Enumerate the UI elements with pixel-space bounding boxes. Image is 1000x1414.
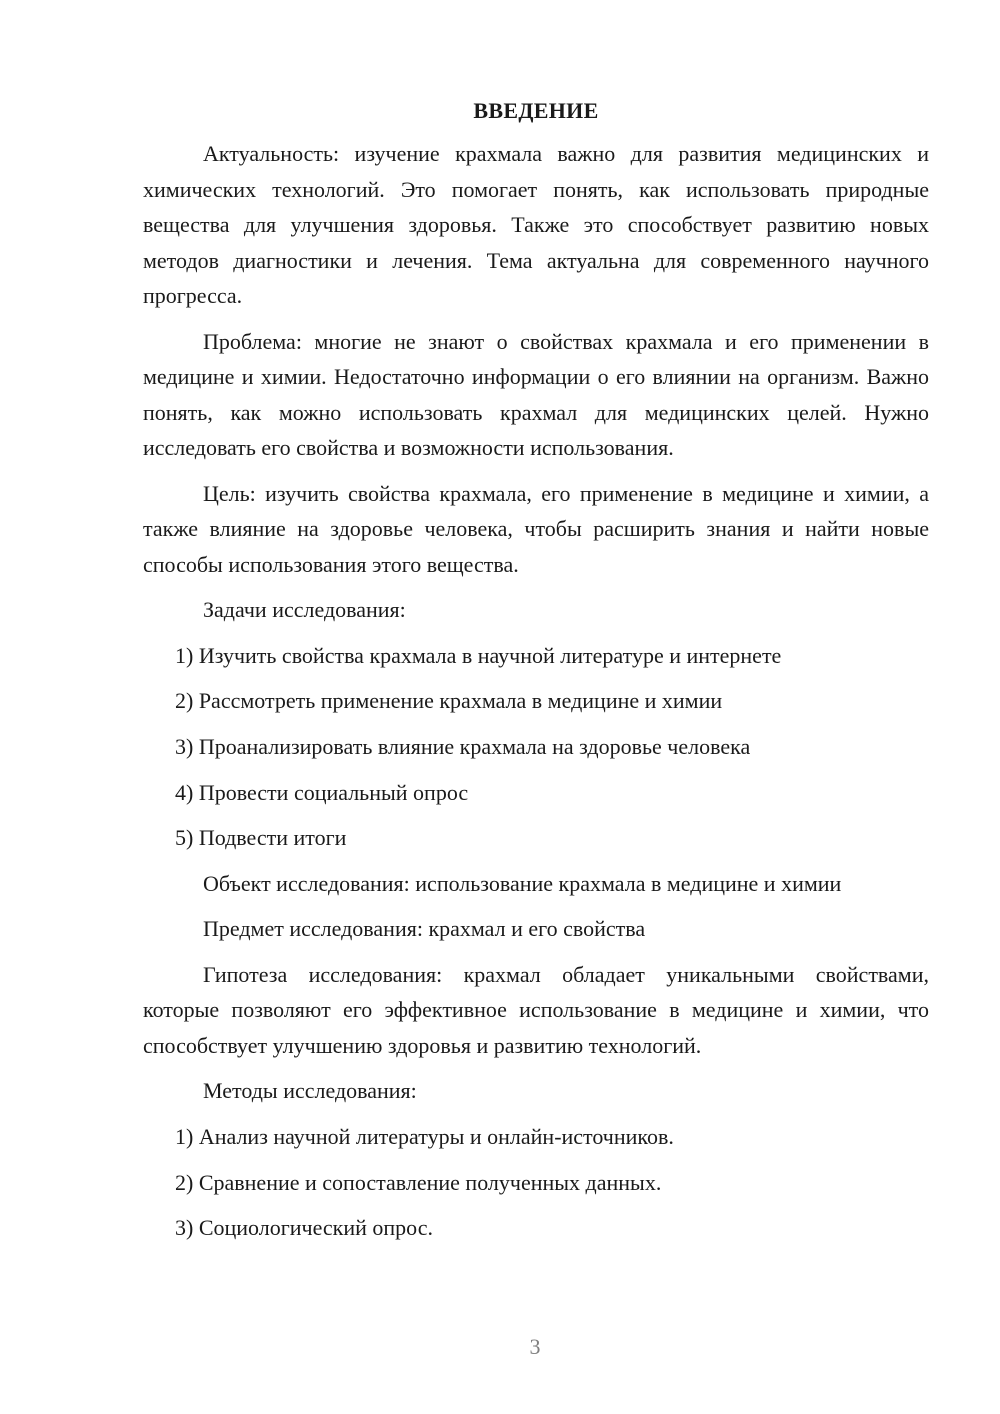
methods-title: Методы исследования: (203, 1078, 417, 1104)
research-object: Объект исследования: использование крахмала в медицине и химии (203, 870, 842, 896)
task-item: 3) Проанализировать влияние крахмала на здоровье человека (175, 733, 751, 759)
goal-paragraph: Цель: изучить свойства крахмала, его применение в медицине и химии, а также влияние на здоровье человека, чтобы расширить знания и найти новые способы использования этого вещества. (143, 480, 929, 577)
method-item: 2) Сравнение и сопоставление полученных данных. (175, 1169, 662, 1195)
relevance-paragraph: Актуальность: изучение крахмала важно для развития медицинских и химических технологий. Это помогает понять, как использовать природные вещества для улучшения здоровья. Также это способствует развитию новых методов диагностики и лечения. Тема актуальна для современного научного прогресса. (143, 141, 929, 308)
tasks-list (143, 638, 929, 856)
method-item: 3) Социологический опрос. (175, 1215, 433, 1241)
page-title: ВВЕДЕНИЕ (473, 98, 599, 123)
task-item: 4) Провести социальный опрос (175, 779, 469, 805)
methods-list (143, 1119, 929, 1246)
problem-paragraph: Проблема: многие не знают о свойствах крахмала и его применении в медицине и химии. Недостаточно информации о его влиянии на организм. Важно понять, как можно использовать крахмал для медицинских целей. Нужно исследовать его свойства и возможности использования. (143, 328, 929, 460)
page-content (143, 96, 929, 1256)
tasks-title: Задачи исследования: (203, 597, 406, 622)
hypothesis-paragraph: Гипотеза исследования: крахмал обладает уникальными свойствами, которые позволяют его эффективное использование в медицине и химии, что способствует улучшению здоровья и развитию технологий. (143, 961, 929, 1058)
method-item: 1) Анализ научной литературы и онлайн-источников. (175, 1123, 674, 1149)
task-item: 5) Подвести итоги (175, 825, 347, 851)
page-number: 3 (529, 1334, 541, 1359)
research-subject: Предмет исследования: крахмал и его свойства (203, 916, 646, 942)
task-item: 2) Рассмотреть применение крахмала в медицине и химии (175, 688, 723, 714)
task-item: 1) Изучить свойства крахмала в научной литературе и интернете (175, 642, 782, 668)
